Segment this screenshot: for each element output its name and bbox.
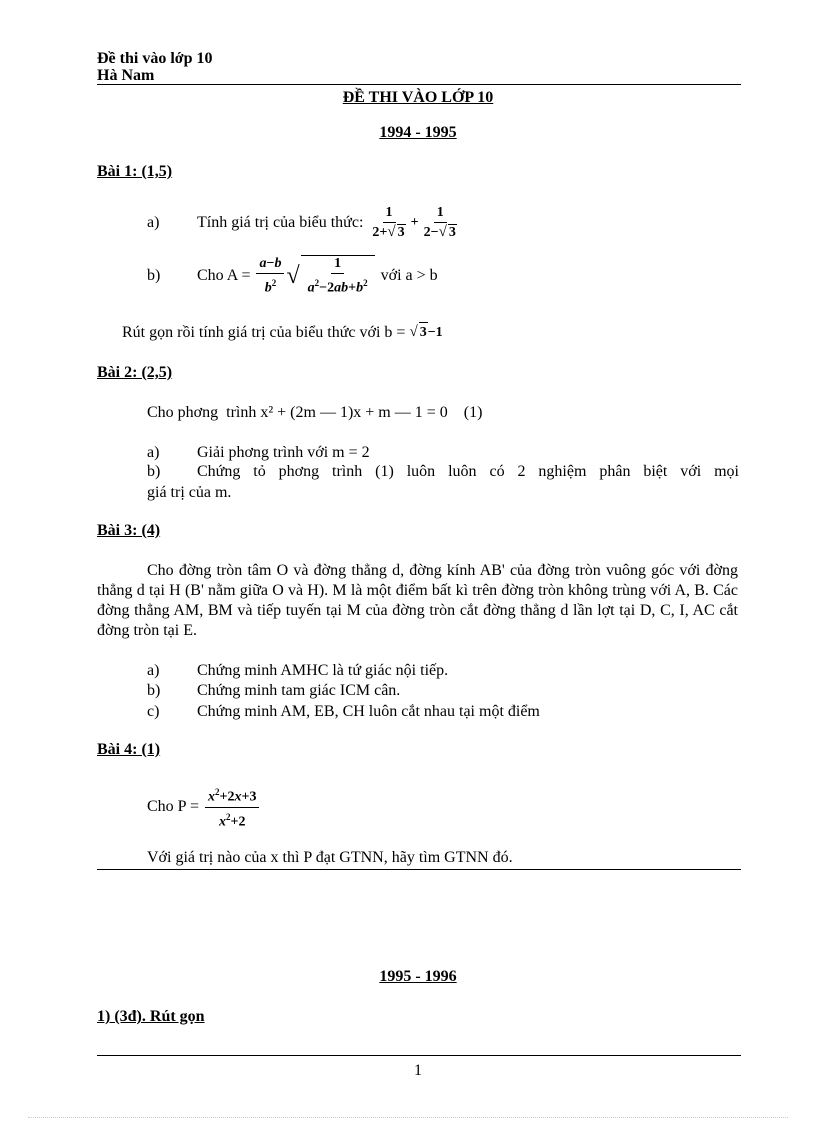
bai4-heading: Bài 4: (1) bbox=[97, 741, 161, 758]
bai3-c-text: Chứng minh AM, EB, CH luôn cắt nhau tại một điểm bbox=[197, 703, 540, 720]
bai1-b-label: b) bbox=[147, 267, 161, 284]
bai1-b-expression: $\frac{a-b}{b^2}$ √ $\frac{1}{a^2-2ab+b^2}$ bbox=[254, 255, 374, 297]
header-rule bbox=[97, 84, 741, 85]
header-exam-title: Đề thi vào lớp 10 bbox=[97, 50, 213, 67]
bai1-part-a bbox=[147, 203, 462, 243]
bai1-part-b bbox=[147, 254, 438, 298]
bai4-cho-text: Cho P = bbox=[147, 798, 199, 815]
main-title: ĐỀ THI VÀO LỚP 10 bbox=[342, 89, 494, 106]
bai2-part-b bbox=[147, 462, 739, 482]
bai4-p-expression: $\frac{x^2+2x+3}{x^2+2}$ bbox=[203, 784, 261, 830]
bai1-a-label: a) bbox=[147, 214, 160, 231]
bai2-part-a bbox=[147, 443, 370, 463]
bai1-rut-gon-text: Rút gọn rồi tính giá trị của biểu thức với b = bbox=[122, 323, 406, 341]
bai4-question: Với giá trị nào của x thì P đạt GTNN, hãy tìm GTNN đó. bbox=[147, 849, 513, 866]
header-province: Hà Nam bbox=[97, 67, 155, 84]
bai3-paragraph: Cho đờng tròn tâm O và đờng thẳng d, đờng kính AB' của đờng tròn vuông góc với đờng thẳng d tại H (B' nằm giữa O và H). M là một điểm bất kì trên đờng tròn không trùng với A, B. Các đờng thẳng AM, BM và tiếp tuyến tại M của đờng tròn cắt đờng thẳng d lần lợt tại D, C, I, AC cắt đờng tròn tại E. bbox=[97, 562, 738, 639]
bai3-item-b bbox=[147, 681, 400, 701]
bai3-item-a bbox=[147, 661, 448, 681]
bai2-a-label: a) bbox=[147, 444, 160, 461]
footer-rule bbox=[97, 1055, 741, 1056]
part2-heading: 1) (3đ). Rút gọn bbox=[97, 1008, 205, 1025]
bai3-c-label: c) bbox=[147, 703, 160, 720]
year-heading-1995: 1995 - 1996 bbox=[379, 968, 457, 985]
bai4-expression-line bbox=[147, 782, 261, 832]
bai1-b-value: √ 3−1 bbox=[409, 322, 442, 343]
bai1-heading: Bài 1: (1,5) bbox=[97, 163, 173, 180]
bai1-a-text: Tính giá trị của biểu thức: bbox=[197, 214, 364, 231]
bai1-b-text: Cho A = bbox=[197, 267, 251, 284]
page-bottom-dotted-line bbox=[28, 1117, 788, 1118]
year-heading-1994: 1994 - 1995 bbox=[379, 124, 457, 141]
bai2-heading: Bài 2: (2,5) bbox=[97, 364, 173, 381]
bai2-a-text: Giải phơng trình với m = 2 bbox=[197, 444, 370, 461]
bai2-b-text: Chứng tỏ phơng trình (1) luôn luôn có 2 nghiệm phân biệt với mọi bbox=[197, 463, 739, 480]
bai2-b-text-cont: giá trị của m. bbox=[147, 484, 232, 501]
bai3-a-label: a) bbox=[147, 662, 160, 679]
bai1-b-condition: với a > b bbox=[380, 267, 438, 284]
bai3-item-c bbox=[147, 702, 540, 722]
bai3-a-text: Chứng minh AMHC là tứ giác nội tiếp. bbox=[197, 662, 449, 679]
section-end-rule bbox=[97, 869, 741, 870]
page-number: 1 bbox=[414, 1062, 422, 1079]
bai3-heading: Bài 3: (4) bbox=[97, 522, 161, 539]
bai1-rut-gon bbox=[122, 322, 443, 343]
bai2-equation: Cho phơng trình x² + (2m — 1)x + m — 1 = 0 (1) bbox=[147, 404, 483, 421]
bai3-b-text: Chứng minh tam giác ICM cân. bbox=[197, 682, 401, 699]
bai2-b-label: b) bbox=[147, 463, 161, 480]
bai3-b-label: b) bbox=[147, 682, 161, 699]
bai1-a-expression: $\frac{1}{2+√ 3}$ + $\frac{1}{2-√ 3}$ bbox=[372, 205, 456, 240]
